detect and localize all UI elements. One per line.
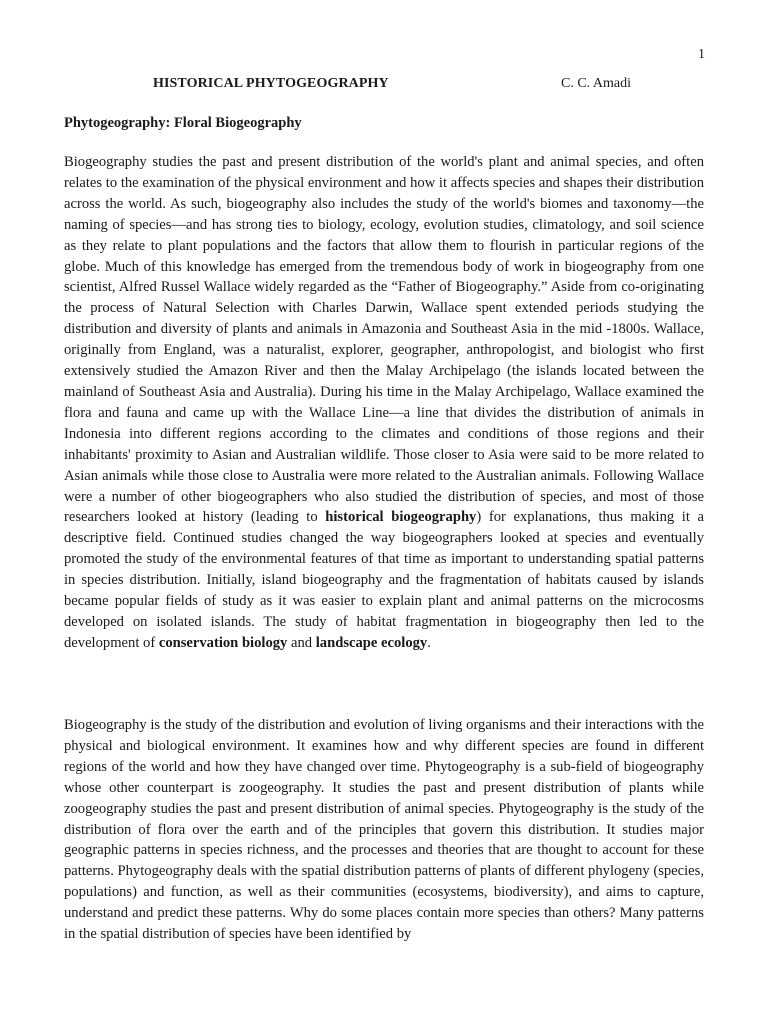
paragraph-2: Biogeography is the study of the distribution and evolution of living organisms and their interactions with the physical and biological environment. It examines how and why different species are found in different regions of the world and how they have changed over time. Phytogeography is a sub-field of biogeography whose other counterpart is zoogeography. It studies the past and present distribution of plants while zoogeography studies the past and present distribution of animal species. Phytogeography is the study of the distribution of flora over the earth and of the principles that govern this distribution. It studies major geographic patterns in species richness, and the processes and theories that are thought to account for these patterns. Phytogeography deals with the spatial distribution patterns of plants of different phylogeny (species, populations) and function, as well as their communities (ecosystems, biodiversity), and aims to capture, understand and predict these patterns. Why do some places contain more species than others? Many patterns in the spatial distribution of species have been identified by — [64, 717, 704, 943]
term-historical-biogeography: historical biogeography — [325, 509, 477, 526]
page-number: 1 — [698, 47, 705, 62]
paragraph-1-text-a: Biogeography studies the past and present distribution of the world's plant and animal species, and often relates to the examination of the physical environment and how it affects species and shapes their distribution across the world. As such, biogeography also includes the study of the world's biomes and taxonomy—the naming of species—and has strong ties to biology, ecology, evolution studies, climatology, and soil science as they relate to plant populations and the factors that allow them to flourish in particular regions of the globe. Much of this knowledge has emerged from the tremendous body of work in biogeography from one scientist, Alfred Russel Wallace widely regarded as the “Father of Biogeography.” Aside from co-originating the process of Natural Selection with Charles Darwin, Wallace spent extended periods studying the distribution and diversity of plants and animals in Amazonia and Southeast Asia in the mid -1800s. Wallace, originally from England, was a naturalist, explorer, geographer, anthropologist, and biologist who first extensively studied the Amazon River and then the Malay Archipelago (the islands located between the mainland of Southeast Asia and Australia). During his time in the Malay Archipelago, Wallace examined the flora and fauna and came up with the Wallace Line—a line that divides the distribution of animals in Indonesia into different regions according to the climates and conditions of those regions and their inhabitants' proximity to Asian and Australian wildlife. Those closer to Asia were said to be more related to Asian animals while those close to Australia were more related to the Australian animals. Following Wallace were a number of other biogeographers who also studied the distribution of species, and most of those researchers looked at history (leading to — [64, 154, 704, 526]
paragraph-1-text-b: ) for explanations, thus making it a descriptive field. Continued studies changed the way biogeographers looked at species and eventually promoted the study of the environmental features of that time as important to understanding spatial patterns in species distribution. Initially, island biogeography and the fragmentation of habitats caused by islands became popular fields of study as it was easier to explain plant and animal patterns on the microcosms developed on isolated islands. The study of habitat fragmentation in biogeography then led to the development of — [64, 509, 704, 651]
document-title: HISTORICAL PHYTOGEOGRAPHY — [153, 76, 389, 91]
section-heading: Phytogeography: Floral Biogeography — [64, 115, 302, 131]
document-author: C. C. Amadi — [561, 76, 632, 91]
term-landscape-ecology: landscape ecology — [315, 634, 428, 651]
term-conservation-biology: conservation biology — [158, 634, 288, 651]
paragraph-1 — [64, 152, 704, 654]
paragraph-1-text-d: . — [427, 634, 431, 651]
paragraph-1-text-c: and — [287, 634, 316, 651]
